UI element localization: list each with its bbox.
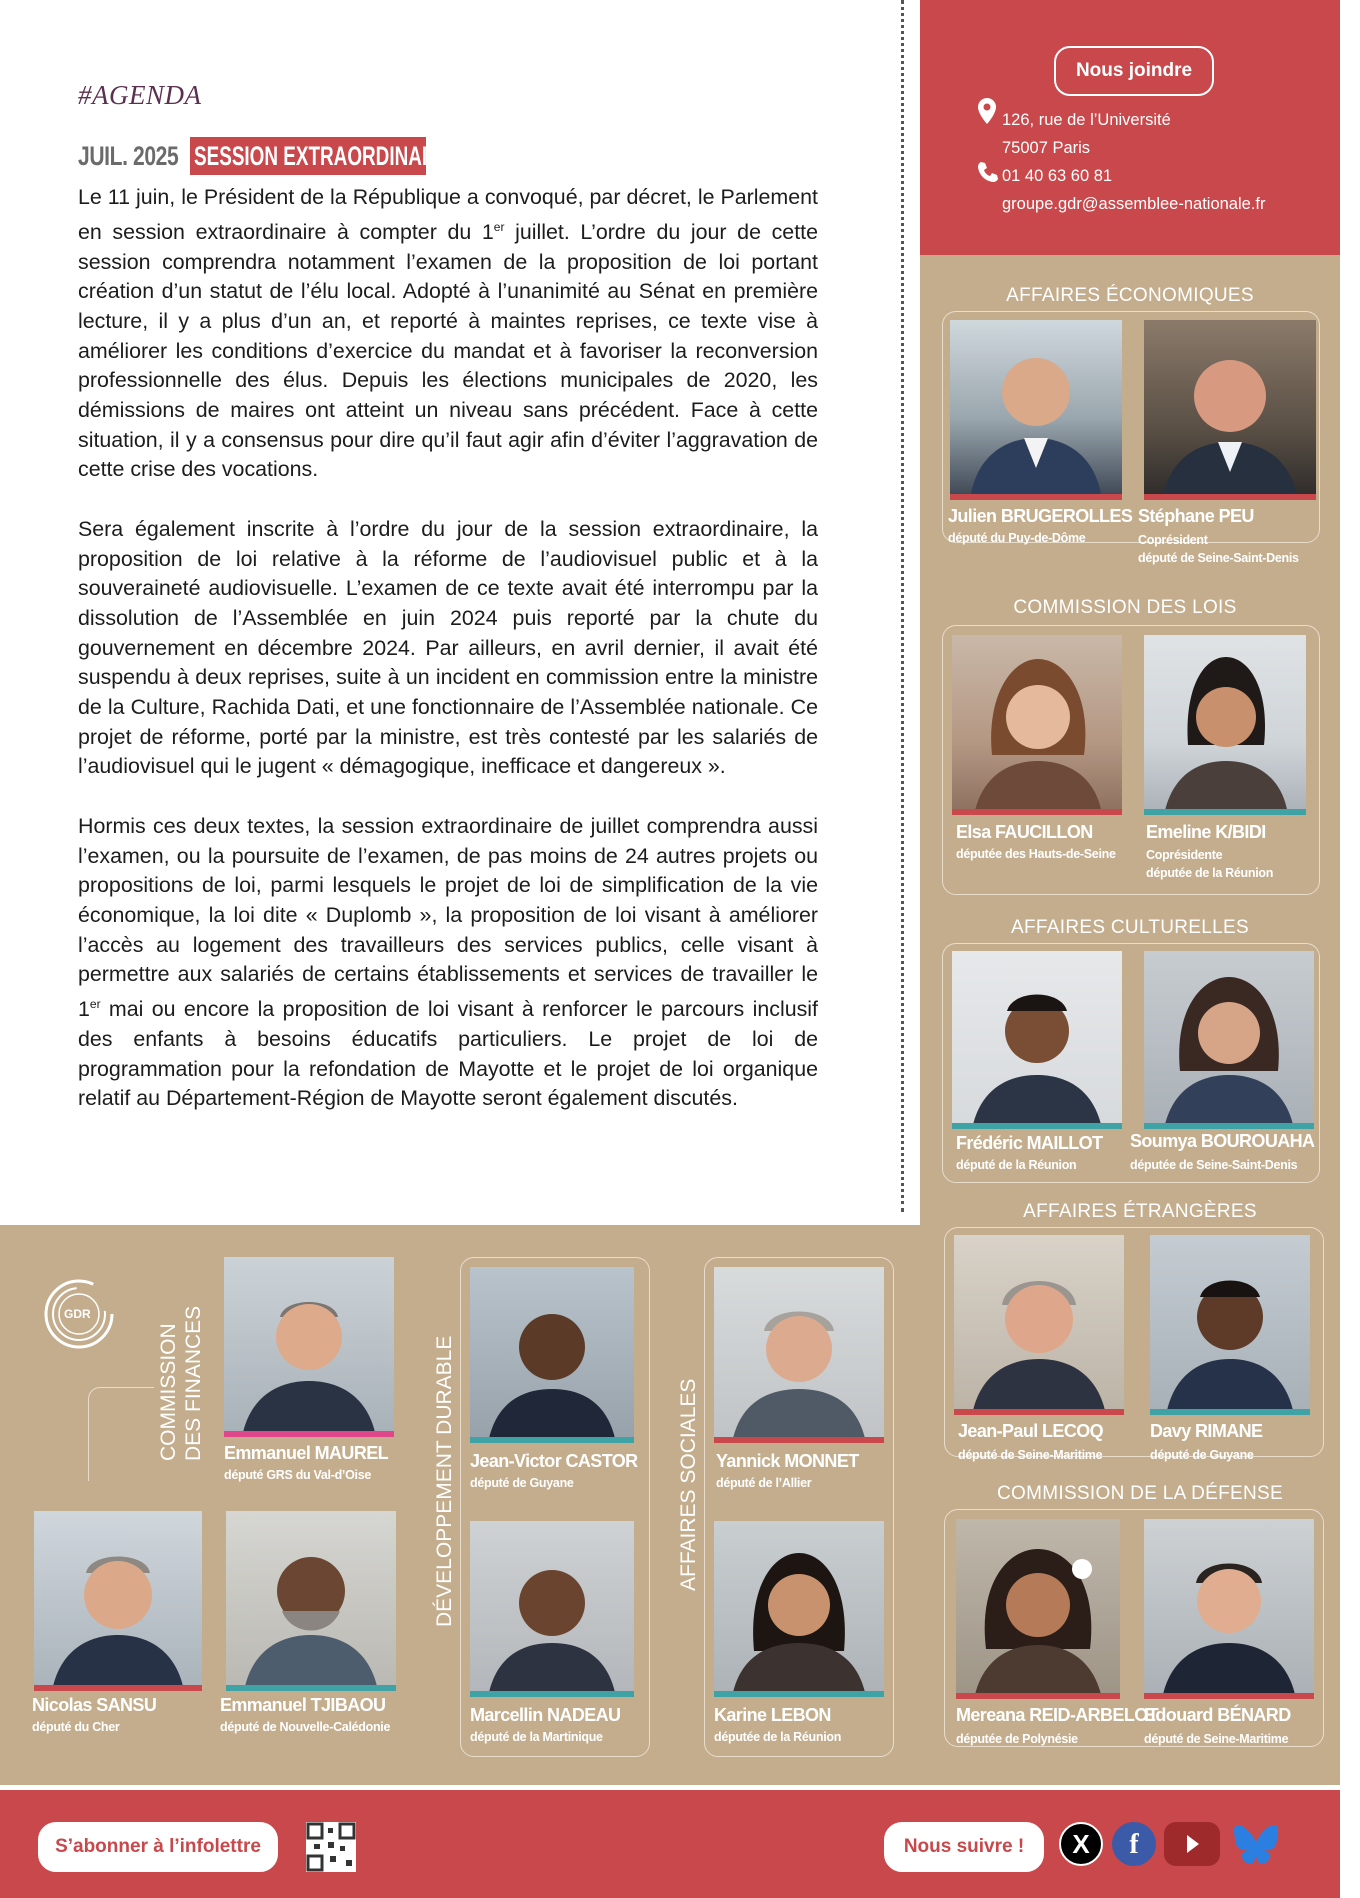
- accent-bar: [1144, 1693, 1314, 1699]
- portrait-photo: [952, 951, 1122, 1129]
- subscribe-newsletter-button[interactable]: S’abonner à l’infolettre: [38, 1822, 278, 1872]
- location-pin-icon: [978, 98, 996, 124]
- portrait-photo: [34, 1511, 202, 1691]
- follow-us-button[interactable]: Nous suivre !: [884, 1822, 1044, 1872]
- dotted-separator: [901, 0, 904, 1212]
- portrait-photo: [224, 1257, 394, 1437]
- vertical-title-dev: DÉVELOPPEMENT DURABLE: [433, 1335, 456, 1627]
- accent-bar: [224, 1431, 394, 1437]
- contact-panel: [920, 0, 1340, 255]
- person-role: député de Guyane: [470, 1476, 574, 1490]
- portrait-photo: [952, 635, 1122, 815]
- paragraph-3: [78, 812, 818, 1114]
- agenda-tag: #AGENDA: [78, 80, 202, 110]
- person-name: Jean-Victor CASTOR: [470, 1451, 638, 1471]
- portrait-photo: [470, 1267, 634, 1443]
- person-role-1: Coprésidente: [1146, 848, 1223, 862]
- section-title-def: COMMISSION DE LA DÉFENSE: [997, 1483, 1283, 1504]
- person-name: Emmanuel MAUREL: [224, 1443, 389, 1463]
- x-twitter-icon[interactable]: X: [1059, 1822, 1103, 1866]
- portrait-photo: [1144, 635, 1306, 815]
- section-title-cult: AFFAIRES CULTURELLES: [1011, 917, 1249, 938]
- address-line-2: 75007 Paris: [1002, 139, 1091, 157]
- accent-bar: [950, 494, 1122, 500]
- email-address[interactable]: groupe.gdr@assemblee-nationale.fr: [1002, 195, 1266, 213]
- vertical-title-soc: AFFAIRES SOCIALES: [677, 1378, 700, 1591]
- person-role: député de la Réunion: [956, 1158, 1077, 1172]
- portrait-photo: [226, 1511, 396, 1691]
- paragraph-3-a: Hormis ces deux textes, la session extraordinaire de juillet comprendra aussi l’examen, ou la poursuite de l’examen, de pas moins de 24 autres projets ou propositions de loi, parmi lesquels le projet de loi de simplification de la vie économique, la loi dite « Duplomb », la proposition de loi visant à améliorer l’accès au logement des travailleurs des services publics, celle visant à permettre aux salariés de certains établissements et services de travailler le 1: [78, 813, 818, 1022]
- accent-bar: [226, 1685, 396, 1691]
- person-role: député de Seine-Maritime: [1144, 1732, 1289, 1746]
- person-role: député de Guyane: [1150, 1448, 1254, 1462]
- portrait-photo: [1144, 951, 1314, 1129]
- youtube-icon[interactable]: [1164, 1822, 1220, 1866]
- session-label-text: SESSION EXTRAORDINAIRE: [194, 141, 454, 171]
- right-commissions-panel: [920, 255, 1340, 1785]
- portrait-photo: [1144, 320, 1316, 500]
- address-line-1: 126, rue de l’Université: [1002, 111, 1171, 129]
- accent-bar: [470, 1691, 634, 1697]
- bluesky-icon[interactable]: [1232, 1822, 1280, 1866]
- portrait-photo: [956, 1519, 1120, 1699]
- person-name: Elsa FAUCILLON: [956, 822, 1093, 842]
- portrait-photo: [950, 320, 1122, 500]
- facebook-icon[interactable]: f: [1112, 1822, 1156, 1866]
- paragraph-1-sup: er: [493, 219, 505, 234]
- person-name: Julien BRUGEROLLES: [948, 506, 1133, 526]
- article: [78, 80, 818, 1144]
- person-role-2: député de Seine-Saint-Denis: [1138, 551, 1299, 565]
- footer: [0, 1790, 1340, 1898]
- paragraph-1-b: juillet. L’ordre du jour de cette session comprendra notamment l’examen de la proposition de loi portant création d’un statut de l’élu local. Adopté à l’unanimité au Sénat en première lecture, il y a plus d’un an, et reporté à maintes reprises, ce texte vise à améliorer les conditions d’exercice du mandat et à favoriser la reconversion professionnelle des élus. Depuis les élections municipales de 2020, les démissions de maires ont atteint un niveau sans précédent. Face à cette situation, il y a consensus pour dire qu’il faut agir afin d’éviter l’aggravation de cette crise des vocations.: [78, 219, 818, 482]
- accent-bar: [470, 1437, 634, 1443]
- person-role: député du Puy-de-Dôme: [948, 531, 1086, 545]
- join-button[interactable]: Nous joindre: [1054, 46, 1214, 96]
- person-role: député de Nouvelle-Calédonie: [220, 1720, 391, 1734]
- person-name: Emeline K/BIDI: [1146, 822, 1266, 842]
- person-role: députée des Hauts-de-Seine: [956, 847, 1116, 861]
- person-name: Soumya BOUROUAHA: [1130, 1131, 1315, 1151]
- person-name: Edouard BÉNARD: [1144, 1705, 1291, 1725]
- person-role: député de la Martinique: [470, 1730, 603, 1744]
- accent-bar: [1144, 809, 1306, 815]
- phone-icon: [976, 160, 1000, 184]
- person-name: Emmanuel TJIBAOU: [220, 1695, 386, 1715]
- section-title-lois: COMMISSION DES LOIS: [1013, 597, 1237, 618]
- person-name: Marcellin NADEAU: [470, 1705, 621, 1725]
- person-name: Stéphane PEU: [1138, 506, 1254, 526]
- session-heading: [78, 137, 818, 175]
- accent-bar: [714, 1437, 884, 1443]
- session-date: JUIL. 2025: [78, 140, 179, 171]
- paragraph-3-sup: er: [89, 997, 101, 1012]
- portrait-photo: [714, 1267, 884, 1443]
- paragraph-2: Sera également inscrite à l’ordre du jour de la session extraordinaire, la proposition de loi relative à la réforme de l’audiovisuel public et à la souveraineté audiovisuelle. L’examen de ce texte avait été interrompu par la dissolution de l’Assemblée en juin 2024 puis reporté par la chute du gouvernement en décembre 2024. Par ailleurs, en avril dernier, il avait été suspendu à deux reprises, suite à un incident en commission entre la ministre de la Culture, Rachida Dati, et une fonctionnaire de l’Assemblée nationale. Ce projet de réforme, porté par la ministre, est très contesté par les salariés de l’audiovisuel qui le jugent « démagogique, inefficace et dangereux ».: [78, 516, 818, 779]
- paragraph-1: [78, 183, 818, 485]
- accent-bar: [1144, 494, 1316, 500]
- gdr-logo-text: GDR: [64, 1307, 91, 1321]
- accent-bar: [1150, 1409, 1310, 1415]
- qr-code-icon[interactable]: [306, 1822, 356, 1872]
- bottom-commissions-panel: [0, 1225, 920, 1785]
- person-name: Davy RIMANE: [1150, 1421, 1263, 1441]
- accent-bar: [1144, 1123, 1314, 1129]
- accent-bar: [952, 1123, 1122, 1129]
- accent-bar: [34, 1685, 202, 1691]
- paragraph-1-a: Le 11 juin, le Président de la République a convoqué, par décret, le Parlement en session extraordinaire à compter du 1: [78, 185, 818, 244]
- phone-number[interactable]: 01 40 63 60 81: [1002, 167, 1113, 185]
- portrait-photo: [954, 1235, 1124, 1415]
- person-name: Karine LEBON: [714, 1705, 831, 1725]
- article-body: [78, 183, 818, 1114]
- person-role: députée de Seine-Saint-Denis: [1130, 1158, 1298, 1172]
- person-name: Nicolas SANSU: [32, 1695, 157, 1715]
- person-name: Yannick MONNET: [716, 1451, 859, 1471]
- section-title-eco: AFFAIRES ÉCONOMIQUES: [1006, 285, 1254, 306]
- person-name: Mereana REID-ARBELOT: [956, 1705, 1159, 1725]
- portrait-photo: [714, 1521, 884, 1697]
- person-role: députée de la Réunion: [714, 1730, 842, 1744]
- contact-details: [1002, 106, 1265, 218]
- portrait-photo: [1144, 1519, 1314, 1699]
- section-title-etr: AFFAIRES ÉTRANGÈRES: [1023, 1201, 1257, 1222]
- vertical-title-finances-2: DES FINANCES: [182, 1305, 205, 1461]
- person-role: député de l’Allier: [716, 1476, 812, 1490]
- accent-bar: [956, 1693, 1120, 1699]
- person-role-1: Coprésident: [1138, 533, 1208, 547]
- person-role: député de Seine-Maritime: [958, 1448, 1103, 1462]
- person-role: député GRS du Val-d’Oise: [224, 1468, 371, 1482]
- accent-bar: [714, 1691, 884, 1697]
- person-name: Frédéric MAILLOT: [956, 1133, 1103, 1153]
- portrait-photo: [470, 1521, 634, 1697]
- person-name: Jean-Paul LECOQ: [958, 1421, 1104, 1441]
- vertical-title-finances-1: COMMISSION: [157, 1323, 180, 1461]
- person-role: députée de Polynésie: [956, 1732, 1078, 1746]
- person-role-2: députée de la Réunion: [1146, 866, 1274, 880]
- session-label: [190, 137, 454, 175]
- accent-bar: [952, 809, 1122, 815]
- finances-connector: [88, 1387, 154, 1481]
- person-role: député du Cher: [32, 1720, 120, 1734]
- portrait-photo: [1150, 1235, 1310, 1415]
- accent-bar: [954, 1409, 1124, 1415]
- paragraph-3-b: mai ou encore la proposition de loi visant à renforcer le parcours inclusif des enfants à besoins éducatifs particuliers. Le projet de loi de programmation pour la refondation de Mayotte et le projet de loi organique relatif au Département-Région de Mayotte seront également discutés.: [78, 997, 818, 1111]
